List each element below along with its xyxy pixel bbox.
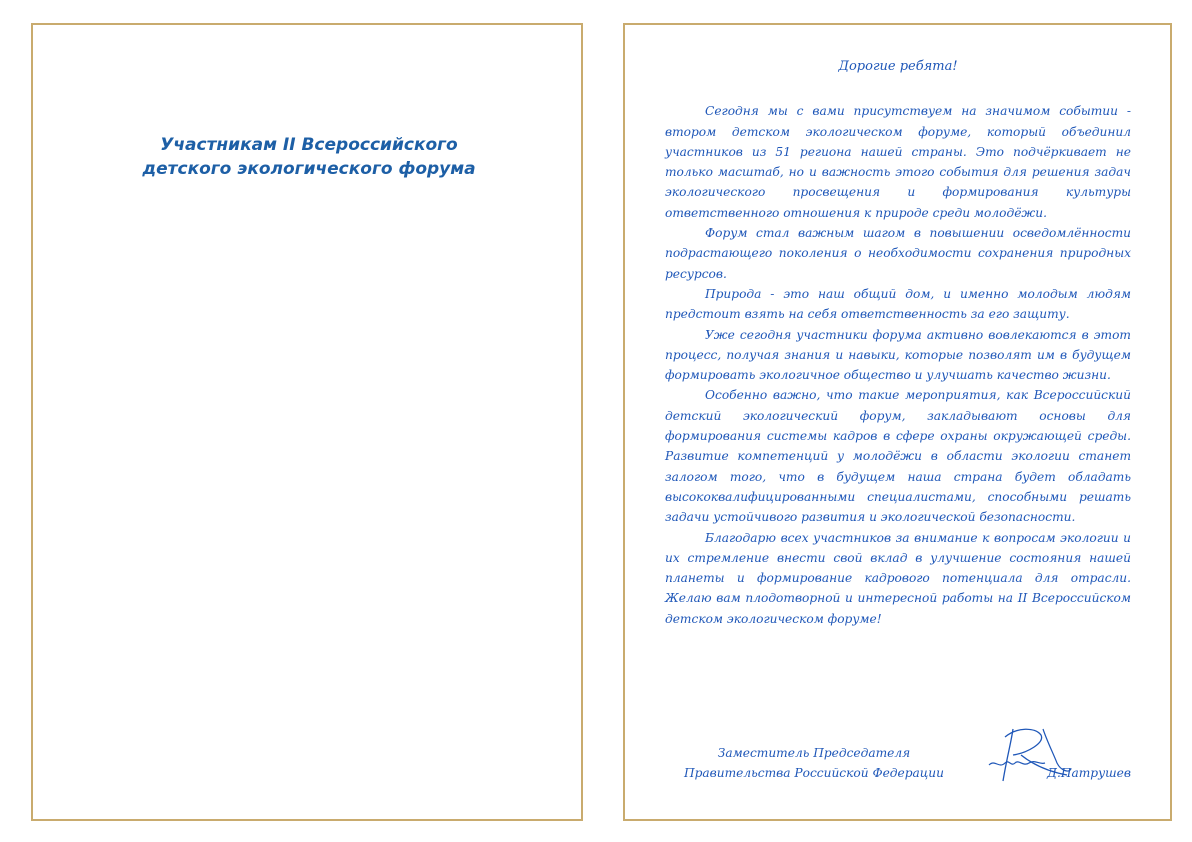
greeting: Дорогие ребята! [838, 59, 958, 74]
addressee-line-2: детского экологического форума [142, 159, 476, 179]
letter-paragraph: Сегодня мы с вами присутствуем на значимом событии - втором детском экологическом форуме, который объединил участников из 51 региона нашей страны. Это подчёркивает не только масштаб, но и важность этого события для решения задач экологического просвещения и формирования культуры ответственного отношения к природе среди молодёжи. [665, 104, 1131, 220]
right-page [623, 23, 1172, 821]
signer-position-line-1: Заместитель Председателя [717, 746, 911, 760]
signer-name: Д.Патрушев [1047, 766, 1131, 780]
left-page [31, 23, 583, 821]
letter-paragraph: Благодарю всех участников за внимание к вопросам экологии и их стремление внести свой вклад в улучшение состояния нашей планеты и формирование кадрового потенциала для отрасли. Желаю вам плодотворной и интересной работы на II Всероссийском детском экологическом форуме! [665, 530, 1131, 626]
letter-body [665, 57, 1131, 629]
signer-position [679, 743, 949, 783]
addressee-line-1: Участникам II Всероссийского [160, 135, 458, 155]
signer-position-line-2: Правительства Российской Федерации [683, 766, 944, 780]
signature-block [665, 743, 1131, 803]
letter-paragraph: Уже сегодня участники форума активно вовлекаются в этот процесс, получая знания и навыки, которые позволят им в будущем формировать экологичное общество и улучшать качество жизни. [665, 327, 1131, 383]
letter-paragraph: Природа - это наш общий дом, и именно молодым людям предстоит взять на себя ответственность за его защиту. [665, 286, 1131, 322]
letter-paragraph: Особенно важно, что такие мероприятия, как Всероссийский детский экологический форум, закладывают основы для формирования системы кадров в сфере охраны окружающей среды. Развитие компетенций у молодёжи в области экологии станет залогом того, что в будущем наша страна будет обладать высококвалифицированными специалистами, способными решать задачи устойчивого развития и экологической безопасности. [665, 388, 1131, 525]
letter-paragraph: Форум стал важным шагом в повышении осведомлённости подрастающего поколения о необходимости сохранения природных ресурсов. [665, 226, 1131, 281]
addressee-heading [33, 133, 585, 181]
